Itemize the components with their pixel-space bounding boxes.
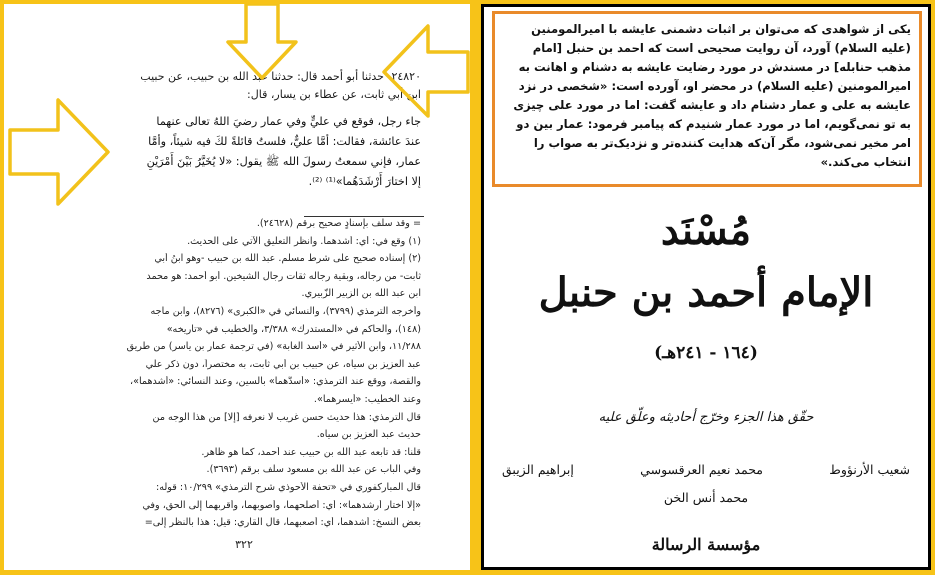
footnote-line: (١٤٨)، والحاكم في «المستدرك» ٣/٣٨٨، والخطيب في «تاريخه» <box>166 323 421 335</box>
footnote-line: ابن عبد الله بن الزبير الزُّبيري. <box>301 288 421 300</box>
book-cover-page <box>481 4 931 570</box>
footnote-line: حديث عبد العزيز بن سياه. <box>316 429 421 441</box>
arrow-down-icon <box>224 4 300 82</box>
footnote-line: قال الترمذي: هذا حديث حسن غريب لا نعرفه [إلا] من هذا الوجه من <box>152 411 421 423</box>
editor-name: إبراهيم الزيبق <box>502 462 574 477</box>
book-dates: (١٦٤ - ٢٤١هـ) <box>654 343 758 363</box>
book-title-imam: الإمام أحمد بن حنبل <box>538 269 874 316</box>
footnote-line: قلنا: قد تابعه عبد الله بن حبيب عند أحمد، كما هو ظاهر. <box>201 446 421 458</box>
footnote-line: بعض النسخ: أشدهما، أي: أصعبهما، قال القاري: قيل: هذا بالنظر إلى= <box>144 517 421 529</box>
editor-name: محمد أنس الخن <box>663 490 749 505</box>
hadith-header-line-1: ٢٤٨٢٠- حدثنا أبو أحمد قال: حدثنا عبد الله بن حبيب، عن حبيب <box>140 70 421 83</box>
footnote-line: «إلا اختار أرشدهما»: أي: أصلحهما، وأصوبهما، وأقربهما إلى الحق، وفي <box>142 499 421 511</box>
hadith-header-line-2: ابن أبي ثابت، عن عطاء بن يسار، قال: <box>247 88 421 101</box>
footnote-line: وفي الباب عن عبد الله بن مسعود سلف برقم (٣٦٩٣). <box>206 464 421 476</box>
arrow-right-icon <box>6 96 110 208</box>
footnote-line: وعند الخطيب: «أيسرهما». <box>313 394 421 405</box>
footnote-line: = وقد سلف بإسنادٍ صحيح برقم (٢٤٦٢٨). <box>256 218 421 229</box>
hadith-text-line: إلا اختارَ أَرْشَدَهُما»⁽¹⁾ ⁽²⁾. <box>308 175 421 188</box>
editor-name: شعيب الأرنؤوط <box>829 462 910 477</box>
footnote-line: قال المباركفوري في «تحفة الأحوذي شرح الترمذي» ١٠/٢٩٩: قوله: <box>155 482 421 493</box>
hadith-text-line: عندَ عائشة، فقالت: أمَّا عليٌّ، فلستُ قائلةً لكَ فيه شيئاً، وأمَّا <box>148 135 421 148</box>
left-book-page <box>4 4 470 570</box>
footnote-line: وأخرجه الترمذي (٣٧٩٩)، والنسائي في «الكبرى» (٨٢٧٦)، وابن ماجه <box>150 306 421 317</box>
editor-name: محمد نعيم العرقسوسي <box>640 462 763 477</box>
book-subtitle: حقّق هذا الجزء وخرّج أحاديثه وعلّق عليه <box>598 410 814 425</box>
page-number: ٣٢٢ <box>235 538 253 551</box>
editors-row <box>502 462 910 477</box>
footnote-line: ١١/٢٨٨، وابن الأثير في «أسد الغابة» (في ترجمة عمار بن ياسر) من طريق <box>126 341 421 353</box>
footnote-separator <box>304 216 424 217</box>
book-title-musnad: مُسْنَد <box>660 207 752 254</box>
footnote-line: ثابت- من رجاله، وبقية رجاله ثقات رجال الشيخين. أبو أحمد: هو محمد <box>146 270 421 282</box>
hadith-text-line: جاء رجل، فوقع في عليٍّ وفي عمار رضيَ اللهُ تعالى عنهما <box>156 115 421 128</box>
arrow-left-icon <box>382 22 470 120</box>
publisher-name: مؤسسة الرسالة <box>651 535 761 554</box>
footnote-line: (٢) إسناده صحيح على شرط مسلم. عبد الله بن حبيب -وهو ابنُ أبي <box>154 253 421 265</box>
persian-note-box: یکی از شواهدی که می‌توان بر اثبات دشمنی عایشه با امیرالمومنین (علیه السلام) آورد، آن روایت صحیحی است که احمد بن حنبل [امام مذهب حنابله] در مسندش در مورد رضایت عایشه به دشنام و اهانت به امیرالمومنین (علیه السلام) در محضر او، آورده است: «شخصی در نزد عایشه به علی و عمار دشنام داد و عایشه گفت: اما در مورد علی چیزی به تو نمی‌گویم، اما در مورد عمار شنیدم که پیامبر فرمود: عمار بین دو امر مخیر نمی‌شود، مگر آن‌که هدایت کننده‌تر و نزدیک‌تر به صواب را انتخاب می‌کند.» <box>492 11 922 187</box>
footnote-line: (١) وقع في: أي: أشدهما. وانظر التعليق الآتي على الحديث. <box>187 235 421 247</box>
hadith-text-line: عمار، فإني سمعتُ رسولَ الله ﷺ يقول: «لا يُخَيَّرُ بَيْنَ أَمْرَيْنِ <box>146 155 421 168</box>
footnote-line: والقصة، ووقع عند الترمذي: «أسدَّهما» بالسين، وعند النسائي: «أشدهما»، <box>130 376 421 388</box>
footnote-line: عبد العزيز بن سياه، عن حبيب بن أبي ثابت، به مختصراً، دون ذكر علي <box>145 358 421 370</box>
